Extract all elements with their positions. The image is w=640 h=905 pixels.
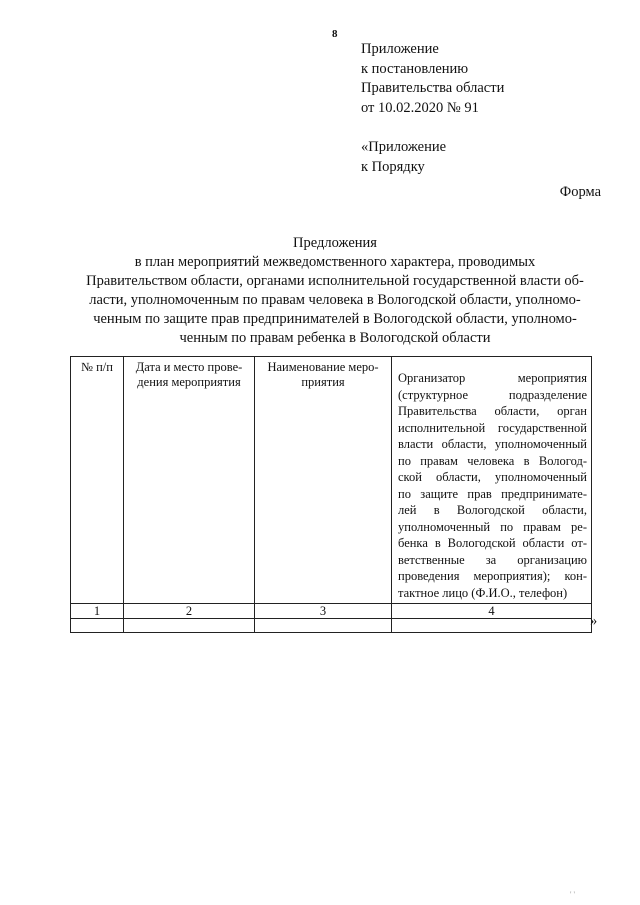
document-title: [70, 234, 600, 348]
title-line: ченным по правам ребенка в Вологодской области: [179, 330, 491, 346]
title-line: ченным по защите прав предпринимателей в Вологодской области, уполномо-: [93, 311, 577, 327]
title-line: Предложения: [293, 235, 377, 251]
blank-cell: [124, 619, 255, 633]
proposals-table: [70, 356, 592, 633]
header-line: проведения мероприятия); кон-: [398, 569, 587, 583]
sub-appendix-line: к Порядку: [361, 158, 425, 175]
header-line: лей в Вологодской области,: [398, 503, 587, 517]
sub-appendix-line: «Приложение: [361, 139, 447, 155]
footer-marks: ' ': [570, 890, 575, 899]
blank-cell: [255, 619, 392, 633]
header-cell-date-place: [124, 357, 255, 604]
header-line: уполномоченный по правам ре-: [398, 519, 587, 534]
header-line: ветственные за организацию: [398, 552, 587, 567]
header-line: бенка в Вологодской области от-: [398, 536, 587, 550]
title-line: ласти, уполномоченным по правам человека в Вологодской области, уполномо-: [89, 292, 581, 308]
table-blank-row: [71, 619, 592, 633]
header-line: по правам человека в Вологод-: [398, 453, 587, 468]
header-line: ской области, уполномоченный: [398, 470, 587, 484]
header-line: Наименование меро-: [267, 360, 379, 374]
header-line: тактное лицо (Ф.И.О., телефон): [398, 585, 568, 600]
page-number: 8: [332, 28, 338, 40]
column-number-cell: 2: [124, 604, 255, 619]
appendix-line: от 10.02.2020 № 91: [361, 99, 479, 116]
header-line: дения мероприятия: [137, 375, 241, 389]
closing-quote: »: [590, 613, 598, 629]
header-line: № п/п: [81, 360, 113, 374]
appendix-line: Правительства области: [361, 80, 505, 96]
form-label: Форма: [559, 184, 601, 200]
header-line: Правительства области, орган: [398, 404, 587, 418]
table-number-row: [71, 604, 592, 619]
appendix-line: Приложение: [361, 41, 439, 57]
appendix-line: к постановлению: [361, 60, 469, 77]
title-line: в план мероприятий межведомственного характера, проводимых: [134, 254, 536, 270]
header-cell-number: [71, 357, 124, 604]
header-line: власти области, уполномоченный: [398, 437, 587, 451]
column-number-cell: 1: [71, 604, 124, 619]
title-line: Правительством области, органами исполнительной государственной власти об-: [86, 273, 584, 289]
header-line: приятия: [301, 375, 345, 389]
blank-cell: [392, 619, 592, 633]
appendix-header: [361, 40, 504, 177]
header-line: (структурное подразделение: [398, 387, 587, 402]
header-cell-organizer: [392, 357, 592, 604]
header-line: Организатор мероприятия: [398, 371, 587, 385]
table-header-row: [71, 357, 592, 604]
header-line: по защите прав предпринимате-: [398, 486, 587, 501]
header-cell-event-name: [255, 357, 392, 604]
spacer: [361, 118, 504, 138]
header-line: исполнительной государственной: [398, 420, 587, 435]
blank-cell: [71, 619, 124, 633]
column-number-cell: 3: [255, 604, 392, 619]
header-line: Дата и место прове-: [135, 360, 243, 374]
column-number-cell: 4: [392, 604, 592, 619]
